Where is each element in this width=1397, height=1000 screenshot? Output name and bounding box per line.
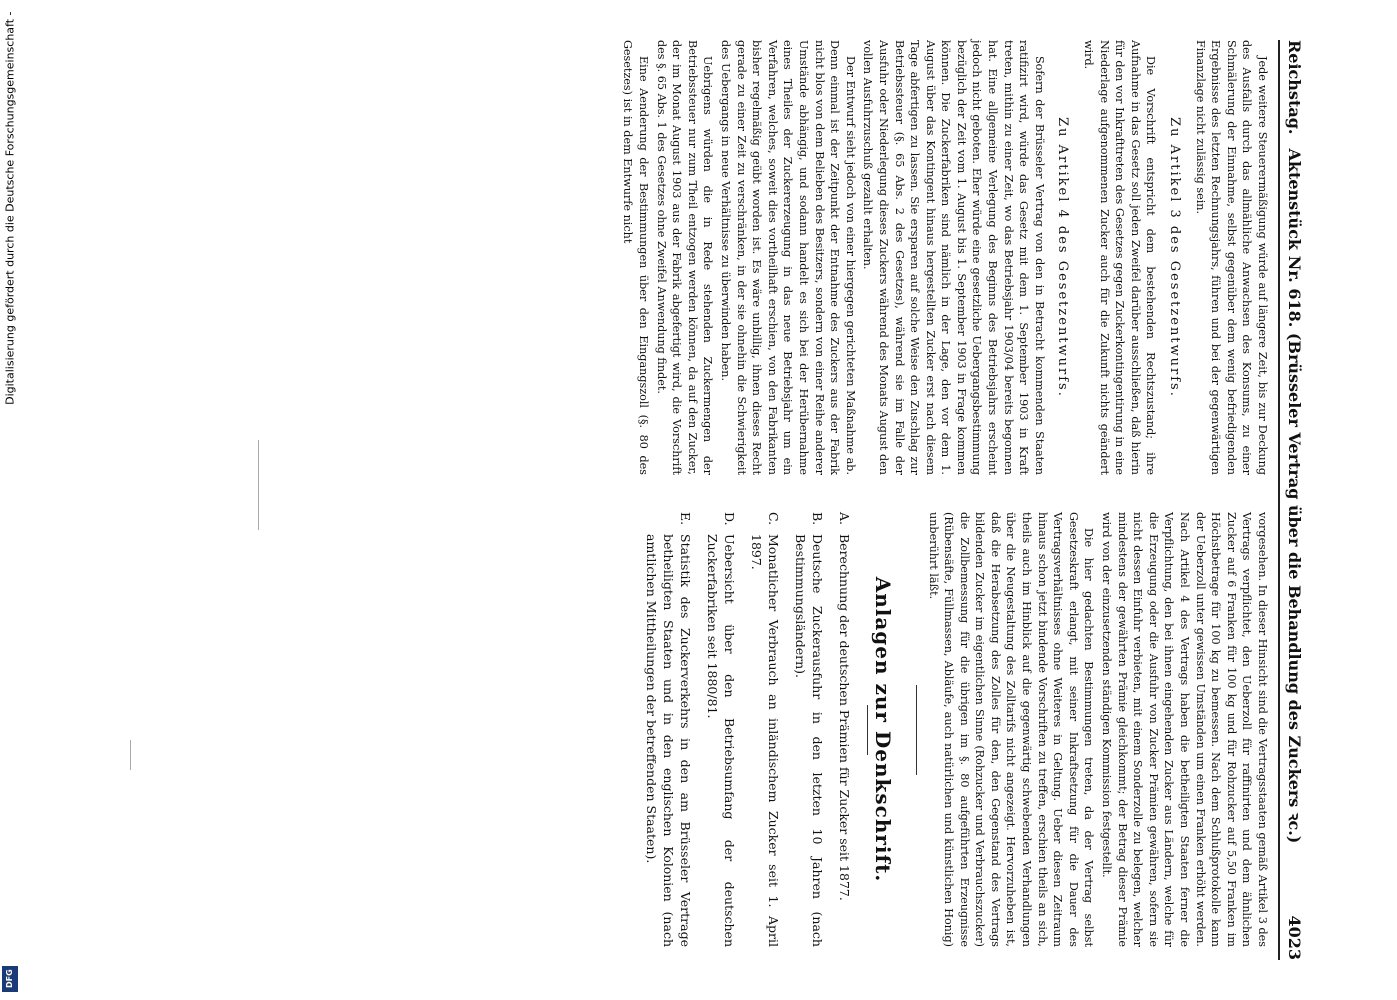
appendix-text: Statistik des Zuckerverkehrs in den am Brüsseler Vertrage betheiligten Staaten und in den englischen Kolonien (nach amtlichen Mittheilungen der betreffenden Staaten).: [644, 534, 694, 947]
appendix-item: [643, 512, 694, 947]
appendix-text: Monatlicher Verbrauch an inländischem Zucker seit 1. April 1897.: [749, 534, 782, 947]
appendix-letter: A.: [837, 512, 853, 526]
page-number: 4023: [1285, 915, 1305, 960]
header-title: Aktenstück Nr. 618. (Brüsseler Vertrag über die Behandlung des Zuckers ꝛc.): [1285, 148, 1304, 844]
paragraph: Eine Aenderung der Bestimmungen über den Eingangszoll (§. 80 des Gesetzes) ist in dem Entwurfe nicht: [621, 40, 651, 475]
section-heading: Zu Artikel 3 des Gesetzentwurfs.: [1167, 117, 1183, 398]
right-column: [633, 512, 1270, 947]
appendix-item: [836, 512, 853, 947]
scan-mark: [130, 740, 131, 770]
credit-text: Digitalisierung gefördert durch die Deutsche Forschungsgemeinschaft -: [3, 11, 17, 405]
appendix-text: Uebersicht über den Betriebsumfang der deutschen Zuckerfabriken seit 1880/81.: [705, 534, 738, 947]
scan-mark: [258, 440, 259, 530]
digitization-credit: [0, 0, 22, 1000]
appendix-text: Berechnung der deutschen Prämien für Zucker seit 1877.: [837, 534, 853, 901]
appendix-item: [748, 512, 782, 947]
appendix-item: [704, 512, 738, 947]
appendix-list: [643, 512, 853, 947]
paragraph: Sofern der Brüsseler Vertrag von den in Betracht kommenden Staaten ratifizirt wird, würde das Gesetz mit dem 1. September 1903 in Kraft treten, mithin zu einer Zeit, wo das Betriebsjahr 1903/04 bereits begonnen hat. Eine allgemeine Verlegung des Beginns des Betriebsjahrs erscheint jedoch nicht geboten. Eher würde eine gesetzliche Uebergangsbestimmung bezüglich der Zeit vom 1. August bis 1. September 1903 in Frage kommen können. Die Zuckerfabriken sind nämlich in der Lage, den vor dem 1. August über das Kontingent hinaus hergestellten Zucker erst nach diesem Tage abfertigen zu lassen. Sie ersparen auf solche Weise den Zuschlag zur Betriebssteuer (§. 65 Abs. 2 des Gesetzes), während sie im Falle der Ausfuhr oder Niederlegung dieses Zuckers während des Monats August den vollen Ausfuhrzuschuß gezahlt erhalten.: [861, 40, 1046, 475]
dfg-logo: DFG: [2, 966, 18, 992]
appendix-letter: E.: [678, 512, 694, 526]
paragraph: vorgesehen. In dieser Hinsicht sind die Vertragsstaaten gemäß Artikel 3 des Vertrags verpflichtet, den Ueberzoll für raffinirten und dem ähnlichen Zucker auf 6 Franken für 100 kg und für Rohzucker auf 5,50 Franken im Höchstbetrage für 100 kg zu bemessen. Nach dem Schlußprotokolle kann der Ueberzoll unter gewissen Umständen um einen Franken erhöht werden. Nach Artikel 4 des Vertrags haben die betheiligten Staaten ferner die Verpflichtung, den bei ihnen eingehenden Zucker aus Ländern, welche für die Erzeugung oder die Ausfuhr von Zucker Prämien gewähren, sofern sie nicht dessen Einfuhr verbieten, mit einem Sonderzolle zu belegen, welcher mindestens der gewährten Prämie gleichkommt; der Betrag dieser Prämie wird von der einzusetzenden ständigen Kommission festgestellt.: [1100, 512, 1269, 947]
appendix-item: [792, 512, 826, 947]
paragraph: Die hier gedachten Bestimmungen treten, da der Vertrag selbst Gesetzeskraft erlangt, mit seiner Inkraftsetzung für die Dauer des Vertragsverhältnisses ohne Weiteres in Geltung. Ueber diesen Zeitraum hinaus schon jetzt bindende Vorschriften zu treffen, erschien theils an sich, theils auch im Hinblick auf die gegenwärtig schwebenden Verhandlungen über die Neugestaltung des Zolltarifs nicht angezeigt. Hervorzuheben ist, daß die Herabsetzung des Zolles für den, den Gegenstand des Vertrags bildenden Zucker im eigentlichen Sinne (Rohzucker und Verbrauchszucker) die Zollbemessung für die übrigen im §. 80 aufgeführten Erzeugnisse (Rübensäfte, Füllmassen, Abläufe, auch natürlichen und künstlichen Honig) unberührt läßt.: [926, 512, 1096, 947]
paragraph: Die Vorschrift entspricht dem bestehenden Rechtszustand; ihre Aufnahme in das Gesetz soll jeden Zweifel darüber ausschließen, daß hierin für den vor Inkrafttreten des Gesetzes gegen Zuckerkontingentirung in eine Niederlage aufgenommenen Zucker auch für die Zukunft nichts geändert wird.: [1082, 40, 1158, 475]
paragraph: Jede weitere Steuerermäßigung würde auf längere Zeit, bis zur Deckung des Ausfalls durch das allmähliche Anwachsen des Konsums, zu einer Schmälerung der Einnahme, selbst gegenüber dem wenig befriedigenden Ergebnisse des letzten Rechnungsjahrs, führen und bei der gegenwärtigen Finanzlage nicht zulässig sein.: [1193, 40, 1269, 475]
appendix-letter: C.: [766, 512, 782, 526]
appendix-letter: B.: [810, 512, 826, 526]
left-column: [618, 40, 1270, 475]
appendix-title: Anlagen zur Denkschrift.: [870, 576, 895, 883]
document-page: [290, 40, 1310, 960]
rotated-page-content: [290, 40, 1310, 960]
paragraph: Der Entwurf sieht jedoch von einer hiergegen gerichteten Maßnahme ab. Denn einmal ist der Zeitpunkt der Entnahme des Zuckers aus der Fabrik nicht blos von dem Belieben des Besitzers, sondern von einer Reihe anderer Umstände abhängig, und sodann handelt es sich bei der Herübernahme eines Theiles der Zuckererzeugung in das neue Betriebsjahr um ein Verfahren, welches, soweit dies vortheilhaft erschien, von den Fabrikanten bisher regelmäßig geübt worden ist. Es wäre unbillig, ihnen dieses Recht gerade zu einer Zeit zu verschränken, in der sie ohnehin die Schwierigkeit des Uebergangs in neue Verhältnisse zu überwinden haben.: [719, 40, 857, 475]
paragraph: Uebrigens würden die in Rede stehenden Zuckermengen der Betriebssteuer nur zum Theil entzogen werden können, da auf den Zucker, der im Monat August 1903 aus der Fabrik abgefertigt wird, die Vorschrift des §. 65 Abs. 1 des Gesetzes ohne Zweifel Anwendung findet.: [654, 40, 715, 475]
divider: [916, 685, 917, 775]
appendix-letter: D.: [722, 512, 738, 526]
header-reichstag: Reichstag.: [1285, 40, 1305, 135]
page-header: [1278, 40, 1310, 960]
section-heading: Zu Artikel 4 des Gesetzentwurfs.: [1055, 117, 1071, 398]
appendix-text: Deutsche Zuckerausfuhr in den letzten 10 Jahren (nach Bestimmungsländern).: [793, 534, 826, 947]
divider: [867, 705, 868, 755]
